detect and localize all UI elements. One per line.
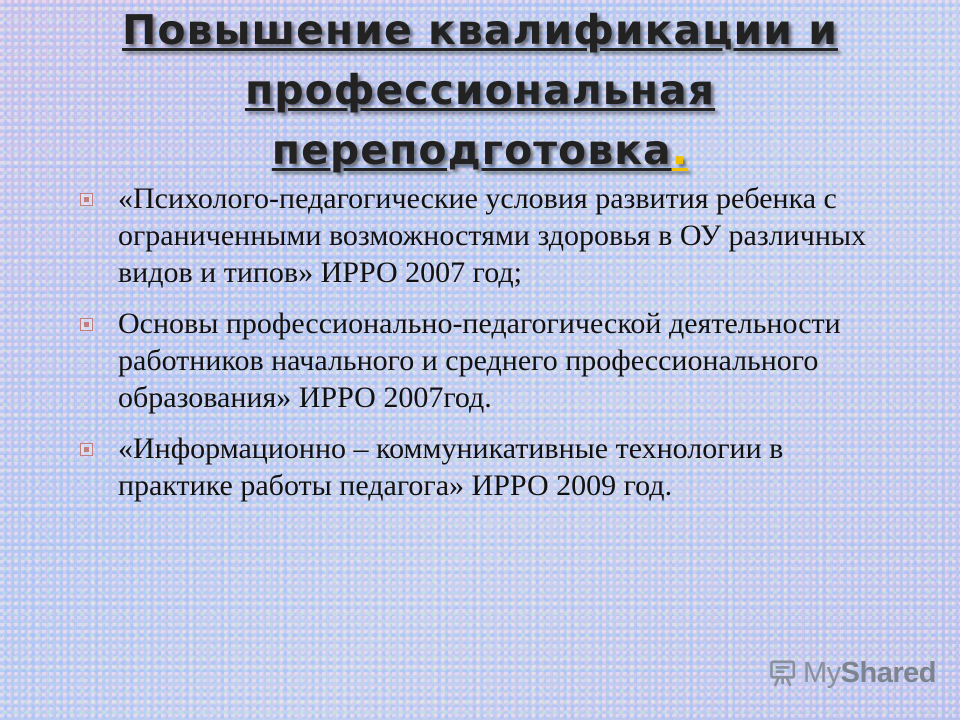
title-line-2: профессиональная [244, 66, 716, 114]
myshared-watermark [768, 652, 936, 694]
list-item [78, 430, 898, 504]
slide-title [80, 0, 880, 180]
watermark-text: MyShared [803, 656, 936, 689]
square-bullet-icon [80, 443, 93, 456]
bullet-list [78, 180, 898, 518]
title-line-3: переподготовка. [271, 126, 689, 174]
list-item-text: Основы профессионально-педагогической деятельности работников начального и среднего профессионального образования» ИРРО 2007год. [118, 307, 841, 414]
title-line-1: Повышение квалификации и [122, 6, 838, 54]
list-item-text: «Психолого-педагогические условия развития ребенка с ограниченными возможностями здоровья в ОУ различных видов и типов» ИРРО 2007 год; [118, 182, 867, 289]
square-bullet-icon [80, 193, 93, 206]
square-bullet-icon [80, 318, 93, 331]
list-item-text: «Информационно – коммуникативные технологии в практике работы педагога» ИРРО 2009 год. [118, 432, 784, 502]
list-item [78, 305, 898, 416]
list-item [78, 180, 898, 291]
title-trailing-dot: . [671, 126, 689, 174]
presentation-icon [768, 655, 799, 691]
